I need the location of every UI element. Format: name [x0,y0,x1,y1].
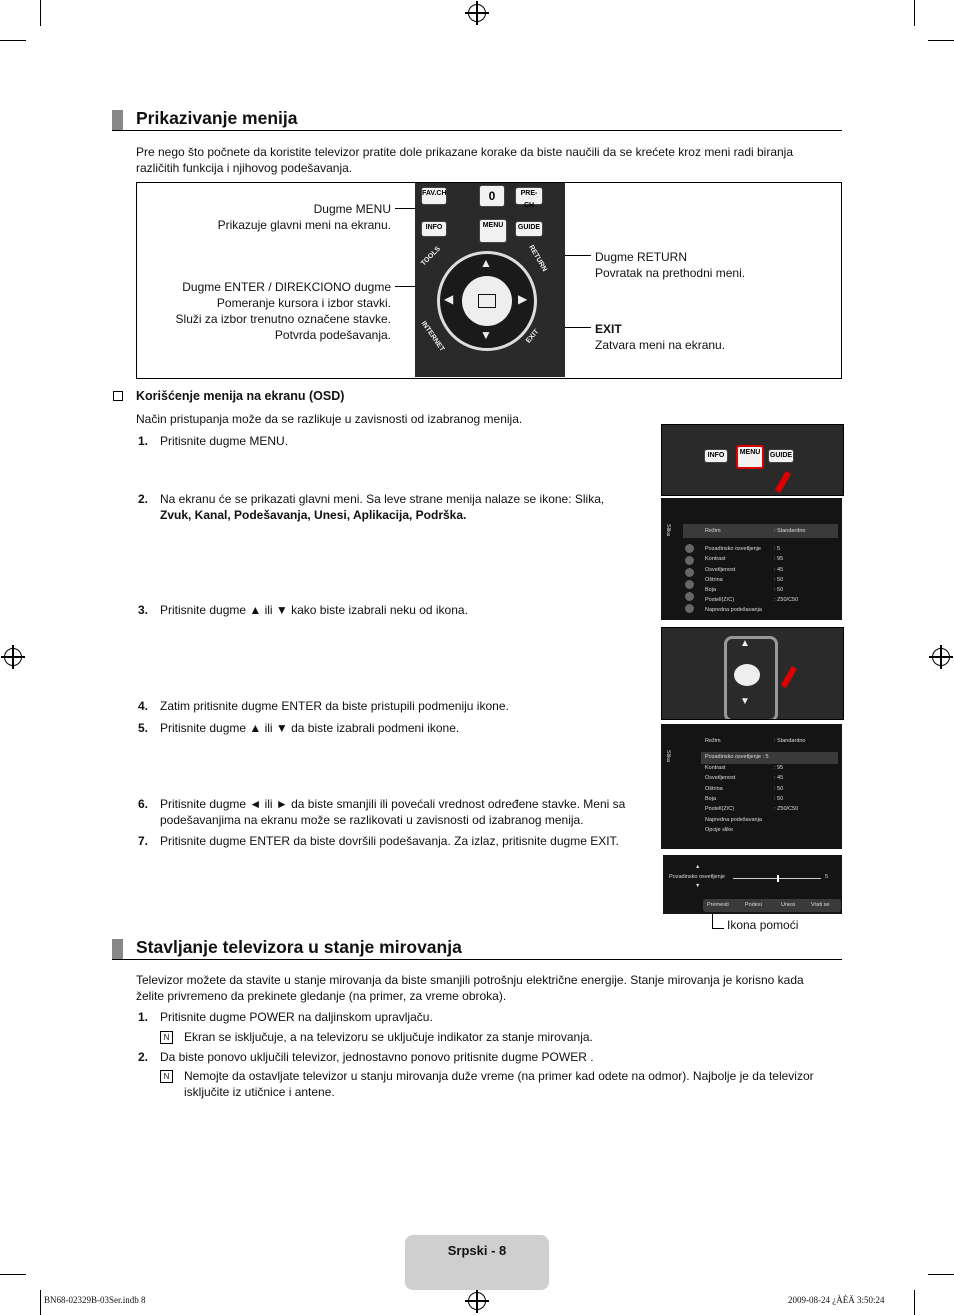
note-text: Ekran se isključuje, a na televizoru se uključuje indikator za stanje mirovanja. [184,1030,593,1044]
note-icon: N [160,1070,173,1083]
menu-row-value: : 45 [774,775,784,782]
menu-row-value: : 50 [774,785,784,792]
menu-row-name[interactable]: Boja [705,587,717,593]
standby-intro: Televizor možete da stavite u stanje mirovanja da biste smanjili potrošnju električne energije. Stanje mirovanja je korisno kada želite privremeno da prekinete gledanje (na primer, za vreme obroka). [136,973,804,1003]
osd-screen-submenu [661,724,842,849]
checkbox-bullet-icon [113,391,123,401]
note-icon: N [160,1031,173,1044]
remote-closeup-menu [661,424,844,496]
menu-row-value: : 50 [774,576,784,583]
callout-line [712,914,713,928]
exit-title: EXIT [595,322,622,336]
osd-heading: Korišćenje menija na ekranu (OSD) [136,389,345,403]
file-info: BN68-02329B-03Ser.indb 8 [44,1295,146,1305]
prech-button[interactable]: PRE-CH [515,187,543,205]
page-number: Srpski - 8 [447,1243,507,1258]
step-line: Zvuk, Kanal, Podešavanja, Unesi, Aplikacija, Podrška. [160,508,467,522]
application-icon [685,592,694,601]
help-move: Premesti [707,902,729,908]
left-arrow-icon[interactable]: ◀ [444,292,454,306]
note-line: isključite iz utičnice i antene. [184,1085,335,1099]
step-number: 1. [138,434,149,448]
menu-row-value: : Z50/C50 [774,597,799,604]
osd-intro: Način pristupanja može da se razlikuje u zavisnosti od izabranog menija. [136,412,523,426]
crop-mark [928,1274,954,1275]
menu-row-value: : 95 [774,556,784,563]
exit-label [595,321,815,353]
crop-mark [40,1290,41,1315]
down-arrow-icon: ▼ [695,883,701,889]
step-line: Pritisnite dugme ◄ ili ► da biste smanjili ili povećali vrednost određene stavke. Meni sa [160,797,626,811]
pointer-arrow-icon [775,471,791,493]
menu-row-name[interactable]: Postell(Z/C) [705,806,735,813]
pointer-arrow-icon [781,666,797,688]
step-text: Pritisnite dugme ▲ ili ▼ da biste izabrali podmeni ikone. [160,721,460,735]
menu-row-name[interactable]: Postell(Z/C) [705,597,735,604]
step-number: 2. [138,1050,149,1064]
crop-mark [0,40,26,41]
heading-bar [112,939,123,959]
setup-icon [685,568,694,577]
return-title: Dugme RETURN [595,250,688,264]
sound-icon [685,544,694,553]
menu-row-value: : 95 [774,764,784,771]
heading-bar [112,110,123,130]
menu-desc: Prikazuje glavni meni na ekranu. [217,218,391,232]
step-text: Zatim pritisnite dugme ENTER da biste pristupili podmeniju ikone. [160,699,509,713]
up-arrow-icon[interactable]: ▲ [740,638,750,649]
note-line: Nemojte da ostavljate televizor u stanju mirovanja duže vreme (na primer kad odete na odmor). Najbolje je da televizor [184,1069,814,1083]
menu-row-value: : 50 [774,587,784,593]
registration-mark-icon [4,648,22,666]
menu-button[interactable]: MENU [479,219,507,243]
down-arrow-icon[interactable]: ▼ [480,328,492,342]
return-desc: Povratak na prethodni meni. [595,266,746,280]
favch-button[interactable]: FAV.CH [421,187,447,205]
menu-row-name[interactable]: Osvetljenost [705,775,736,782]
menu-row-name[interactable]: Režim [705,738,721,744]
remote-diagram [136,182,842,379]
menu-row-value: : Z50/C50 [774,806,799,813]
exit-desc: Zatvara meni na ekranu. [595,338,726,352]
menu-title: Dugme MENU [313,202,391,216]
section-title: Stavljanje televizora u stanje mirovanja [136,937,462,957]
slider-value: 5 [825,874,829,880]
info-button[interactable]: INFO [704,449,728,463]
crop-mark [40,0,41,26]
step-number: 7. [138,834,149,848]
direction-ring [437,251,537,351]
tools-label: TOOLS [420,245,442,268]
menu-row-name[interactable]: Boja [705,796,717,802]
step-line: podešavanjima na ekranu može se razlikovati u zavisnosti od izabranog menija. [160,813,584,827]
exit-button-label[interactable]: EXIT [525,328,541,345]
remote-control [415,183,565,377]
step-number: 6. [138,797,149,811]
menu-row-name[interactable]: Kontrast [705,764,726,771]
menu-side-label: Slika [665,750,671,762]
menu-row-name[interactable]: Režim [705,528,721,534]
remote-closeup-direction [661,627,844,720]
internet-label[interactable]: INTERNET [419,320,446,353]
step-text [160,796,650,828]
osd-screen-main [661,498,842,620]
menu-row-name[interactable]: Opcije slike [705,827,734,834]
enter-desc: Potvrda podešavanja. [274,328,391,342]
enter-label [137,279,391,343]
up-arrow-icon: ▲ [695,864,701,870]
step-number: 1. [138,1010,149,1024]
menu-row-value: : Standardno [774,528,806,534]
crop-mark [914,1290,915,1315]
right-arrow-icon[interactable]: ▶ [518,292,528,306]
enter-icon [478,294,496,308]
help-bar [703,899,841,912]
return-label [595,249,815,281]
intro-paragraph: Pre nego što počnete da koristite televizor pratite dole prikazane korake da biste naučili da se krećete kroz meni radi biranja različitih funkcija i njihovog podešavanja. [136,145,794,175]
enter-button[interactable] [462,276,512,326]
section-heading [112,937,842,960]
page-number-tab [405,1235,549,1290]
menu-row-name[interactable]: Pozadinsko osvetljenje [705,546,761,553]
print-date: 2009-08-24 ¿ÀÈÄ 3:50:24 [788,1295,885,1305]
slider-thumb[interactable] [777,875,779,882]
menu-row-value: : 5 [774,546,781,553]
zero-button[interactable]: 0 [479,185,505,207]
slider-track[interactable] [733,878,821,879]
step-text: Pritisnite dugme MENU. [160,434,289,448]
menu-row-name[interactable]: Pozadinsko osvetljenje : 5 [705,754,769,761]
down-arrow-icon[interactable]: ▼ [740,696,750,707]
up-arrow-icon[interactable]: ▲ [480,256,492,270]
step-text: Pritisnite dugme POWER na daljinskom upravljaču. [160,1010,433,1024]
step-number: 4. [138,699,149,713]
step-text [160,491,640,523]
help-enter: Unesi [781,902,796,908]
note-text [184,1068,834,1100]
menu-side-label: Slika [665,524,671,536]
menu-row-name[interactable]: Osvetljenost [705,566,736,573]
slider-label: Pozadinsko osvetljenje [669,874,725,880]
input-icon [685,580,694,589]
step-number: 5. [138,721,149,735]
menu-row-name[interactable]: Kontrast [705,556,726,563]
step-text: Pritisnite dugme ▲ ili ▼ kako biste izabrali neku od ikona. [160,603,468,617]
step-number: 3. [138,603,149,617]
crop-mark [0,1274,26,1275]
registration-mark-icon [932,648,950,666]
registration-mark-icon [468,4,486,22]
menu-row-name[interactable]: Oštrina [705,576,723,583]
step-number: 2. [138,492,149,506]
menu-row-name[interactable]: Oštrina [705,785,723,792]
menu-row-value: : Standardno [774,738,806,744]
menu-row-value: : 50 [774,796,784,802]
step-text: Pritisnite dugme ENTER da biste dovršili podešavanja. Za izlaz, pritisnite dugme EXIT. [160,834,619,848]
menu-button[interactable]: MENU [736,445,764,469]
enter-desc: Služi za izbor trenutno označene stavke. [175,312,391,326]
callout-line [712,928,724,929]
guide-button[interactable]: GUIDE [768,449,794,463]
menu-row-name[interactable]: Napredna podešavanja [705,607,762,614]
help-icon-caption: Ikona pomoći [727,918,799,932]
enter-desc: Pomeranje kursora i izbor stavki. [216,296,391,310]
enter-button[interactable] [734,664,760,686]
return-button-label[interactable]: RETURN [527,244,548,273]
menu-label [137,201,391,233]
section-title: Prikazivanje menija [136,108,298,128]
guide-button[interactable]: GUIDE [515,221,543,237]
enter-title: Dugme ENTER / DIREKCIONO dugme [182,280,391,294]
registration-mark-icon [468,1292,486,1310]
info-button[interactable]: INFO [421,221,447,237]
menu-row-value: : 45 [774,566,784,573]
crop-mark [928,40,954,41]
step-line: Na ekranu će se prikazati glavni meni. Sa leve strane menija nalaze se ikone: Slika, [160,492,605,506]
support-icon [685,604,694,613]
section-heading [112,108,842,131]
help-return: Vrati se [811,902,830,908]
menu-row-name[interactable]: Napredna podešavanja [705,816,762,823]
help-adjust: Podesi [745,902,762,908]
osd-slider-screen [663,855,842,914]
step-text: Da biste ponovo uključili televizor, jednostavno ponovo pritisnite dugme POWER . [160,1050,594,1064]
crop-mark [914,0,915,26]
channel-icon [685,556,694,565]
